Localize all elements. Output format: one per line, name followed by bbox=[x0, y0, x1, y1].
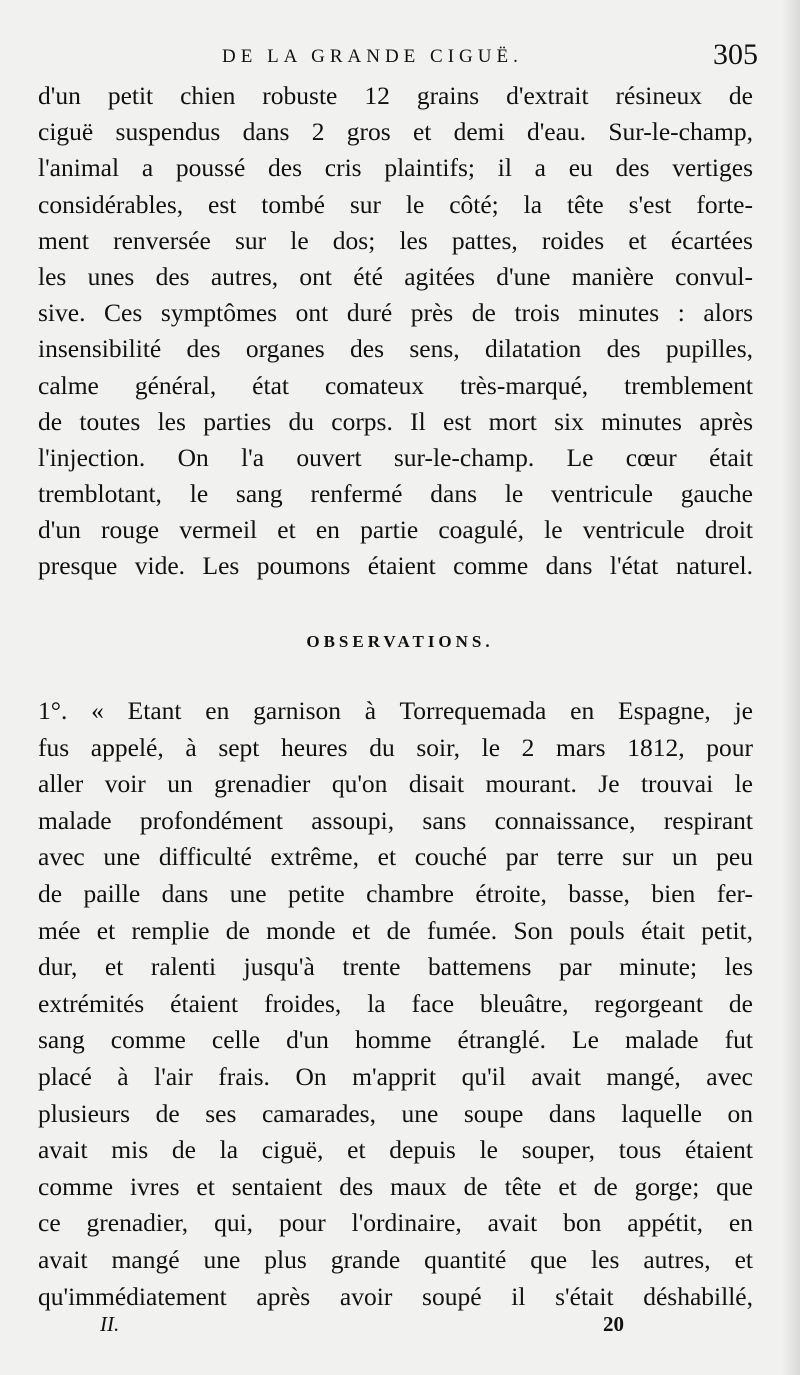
text-line: tremblotant, le sang renfermé dans le ventricule gauche bbox=[38, 479, 753, 509]
text-line: de toutes les parties du corps. Il est mort six minutes après bbox=[38, 406, 753, 436]
text-line: sang comme celle d'un homme étranglé. Le malade fut bbox=[38, 1025, 753, 1055]
page-header bbox=[38, 38, 758, 78]
text-line: extrémités étaient froides, la face bleuâtre, regorgeant de bbox=[38, 988, 753, 1018]
page-number: 305 bbox=[713, 38, 758, 71]
volume-signature: II. bbox=[100, 1312, 120, 1336]
page-footer bbox=[38, 1312, 758, 1346]
text-line: d'un rouge vermeil et en partie coagulé, le ventricule droit bbox=[38, 515, 753, 545]
paragraph-experiment bbox=[38, 78, 753, 585]
text-line: les unes des autres, ont été agitées d'une manière convul- bbox=[38, 261, 753, 291]
section-heading: OBSERVATIONS. bbox=[306, 632, 494, 651]
text-line: sive. Ces symptômes ont duré près de trois minutes : alors bbox=[38, 298, 753, 328]
text-line: considérables, est tombé sur le côté; la tête s'est forte- bbox=[38, 189, 753, 219]
text-line: qu'immédiatement après avoir soupé il s'était déshabillé, bbox=[38, 1281, 753, 1311]
page-edge-shadow bbox=[782, 0, 800, 1375]
text-line: avait mangé une plus grande quantité que les autres, et bbox=[38, 1244, 753, 1274]
text-line: ment renversée sur le dos; les pattes, roides et écartées bbox=[38, 225, 753, 255]
text-line: calme général, état comateux très-marqué, tremblement bbox=[38, 370, 753, 400]
text-line: plusieurs de ses camarades, une soupe dans laquelle on bbox=[38, 1098, 753, 1128]
text-line: avait mis de la ciguë, et depuis le souper, tous étaient bbox=[38, 1135, 753, 1165]
text-line: dur, et ralenti jusqu'à trente battemens par minute; les bbox=[38, 952, 753, 982]
text-line: fus appelé, à sept heures du soir, le 2 mars 1812, pour bbox=[38, 732, 753, 762]
text-line: aller voir un grenadier qu'on disait mourant. Je trouvai le bbox=[38, 769, 753, 799]
text-line: ce grenadier, qui, pour l'ordinaire, avait bon appétit, en bbox=[38, 1208, 753, 1238]
text-line: placé à l'air frais. On m'apprit qu'il avait mangé, avec bbox=[38, 1061, 753, 1091]
sheet-number: 20 bbox=[603, 1312, 624, 1336]
text-line: l'injection. On l'a ouvert sur-le-champ. Le cœur était bbox=[38, 442, 753, 472]
text-line: l'animal a poussé des cris plaintifs; il a eu des vertiges bbox=[38, 153, 753, 183]
text-line: insensibilité des organes des sens, dilatation des pupilles, bbox=[38, 334, 753, 364]
running-head: DE LA GRANDE CIGUË. bbox=[222, 46, 523, 67]
text-line: mée et remplie de monde et de fumée. Son pouls était petit, bbox=[38, 915, 753, 945]
text-line: avec une difficulté extrême, et couché par terre sur un peu bbox=[38, 842, 753, 872]
text-line: malade profondément assoupi, sans connaissance, respirant bbox=[38, 805, 753, 835]
text-line: presque vide. Les poumons étaient comme dans l'état naturel. bbox=[38, 551, 753, 581]
text-line: ciguë suspendus dans 2 gros et demi d'eau. Sur-le-champ, bbox=[38, 117, 753, 147]
text-line: d'un petit chien robuste 12 grains d'extrait résineux de bbox=[38, 81, 753, 110]
text-line: de paille dans une petite chambre étroite, basse, bien fer- bbox=[38, 878, 753, 908]
paragraph-observation-1 bbox=[38, 693, 753, 1315]
text-line: 1°. « Etant en garnison à Torrequemada en Espagne, je bbox=[38, 696, 753, 725]
text-line: comme ivres et sentaient des maux de tête et de gorge; que bbox=[38, 1171, 753, 1201]
